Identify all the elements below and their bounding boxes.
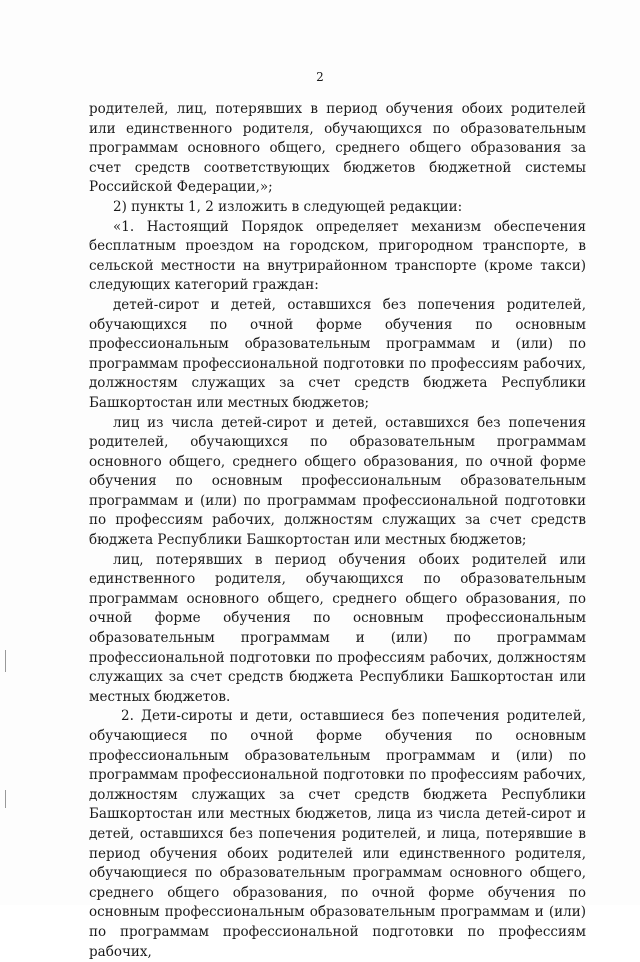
paragraph-category-former-orphans: лиц из числа детей-сирот и детей, оставшихся без попечения родителей, обучающихся по образовательным программам основного общего, среднего общего образования, по очной форме обучения по основным профессиональным образовательным программам и (или) по программам профессиональной подготовки по профессиям рабочих, должностям служащих за счет средств бюджета Республики Башкортостан или местных бюджетов; (89, 414, 586, 549)
document-body (89, 100, 586, 962)
paragraph-category-lost-parents: лиц, потерявших в период обучения обоих родителей или единственного родителя, обучающихся по образовательным программам основного общего, среднего общего образования, по очной форме обучения по основным профессиональным образовательным программам и (или) по программам профессиональной подготовки по профессиям рабочих, должностям служащих за счет средств бюджета Республики Башкортостан или местных бюджетов. (89, 551, 586, 705)
paragraph-point-2: 2. Дети-сироты и дети, оставшиеся без попечения родителей, обучающиеся по очной форме обучения по основным профессиональным образовательным программам и (или) по программам профессиональной подготовки по профессиям рабочих, должностям служащих за счет средств бюджета Республики Башкортостан или местных бюджетов, лица из числа детей-сирот и детей, оставшихся без попечения родителей, и лица, потерявшие в период обучения обоих родителей или единственного родителя, обучающиеся по образовательным программам основного общего, среднего общего образования, по очной форме обучения по основным профессиональным образовательным программам и (или) по программам профессиональной подготовки по профессиям рабочих, (89, 708, 586, 960)
paragraph-point-1: «1. Настоящий Порядок определяет механизм обеспечения бесплатным проездом на городском, пригородном транспорте, в сельской местности на внутрирайонном транспорте (кроме такси) следующих категорий граждан: (89, 218, 586, 294)
scan-mark (5, 790, 6, 808)
page-number: 2 (316, 70, 324, 84)
paragraph-item-2: 2) пункты 1, 2 изложить в следующей редакции: (113, 198, 463, 215)
paragraph-continuation: родителей, лиц, потерявших в период обучения обоих родителей или единственного родителя, обучающихся по образовательным программам основного общего, среднего общего образования за счет средств соответствующих бюджетов бюджетной системы Российской Федерации,»; (89, 101, 586, 196)
scan-mark (5, 650, 6, 672)
paragraph-category-orphans: детей-сирот и детей, оставшихся без попечения родителей, обучающихся по очной форме обучения по основным профессиональным образовательным программам и (или) по программам профессиональной подготовки по профессиям рабочих, должностям служащих за счет средств бюджета Республики Башкортостан или местных бюджетов; (89, 296, 586, 411)
